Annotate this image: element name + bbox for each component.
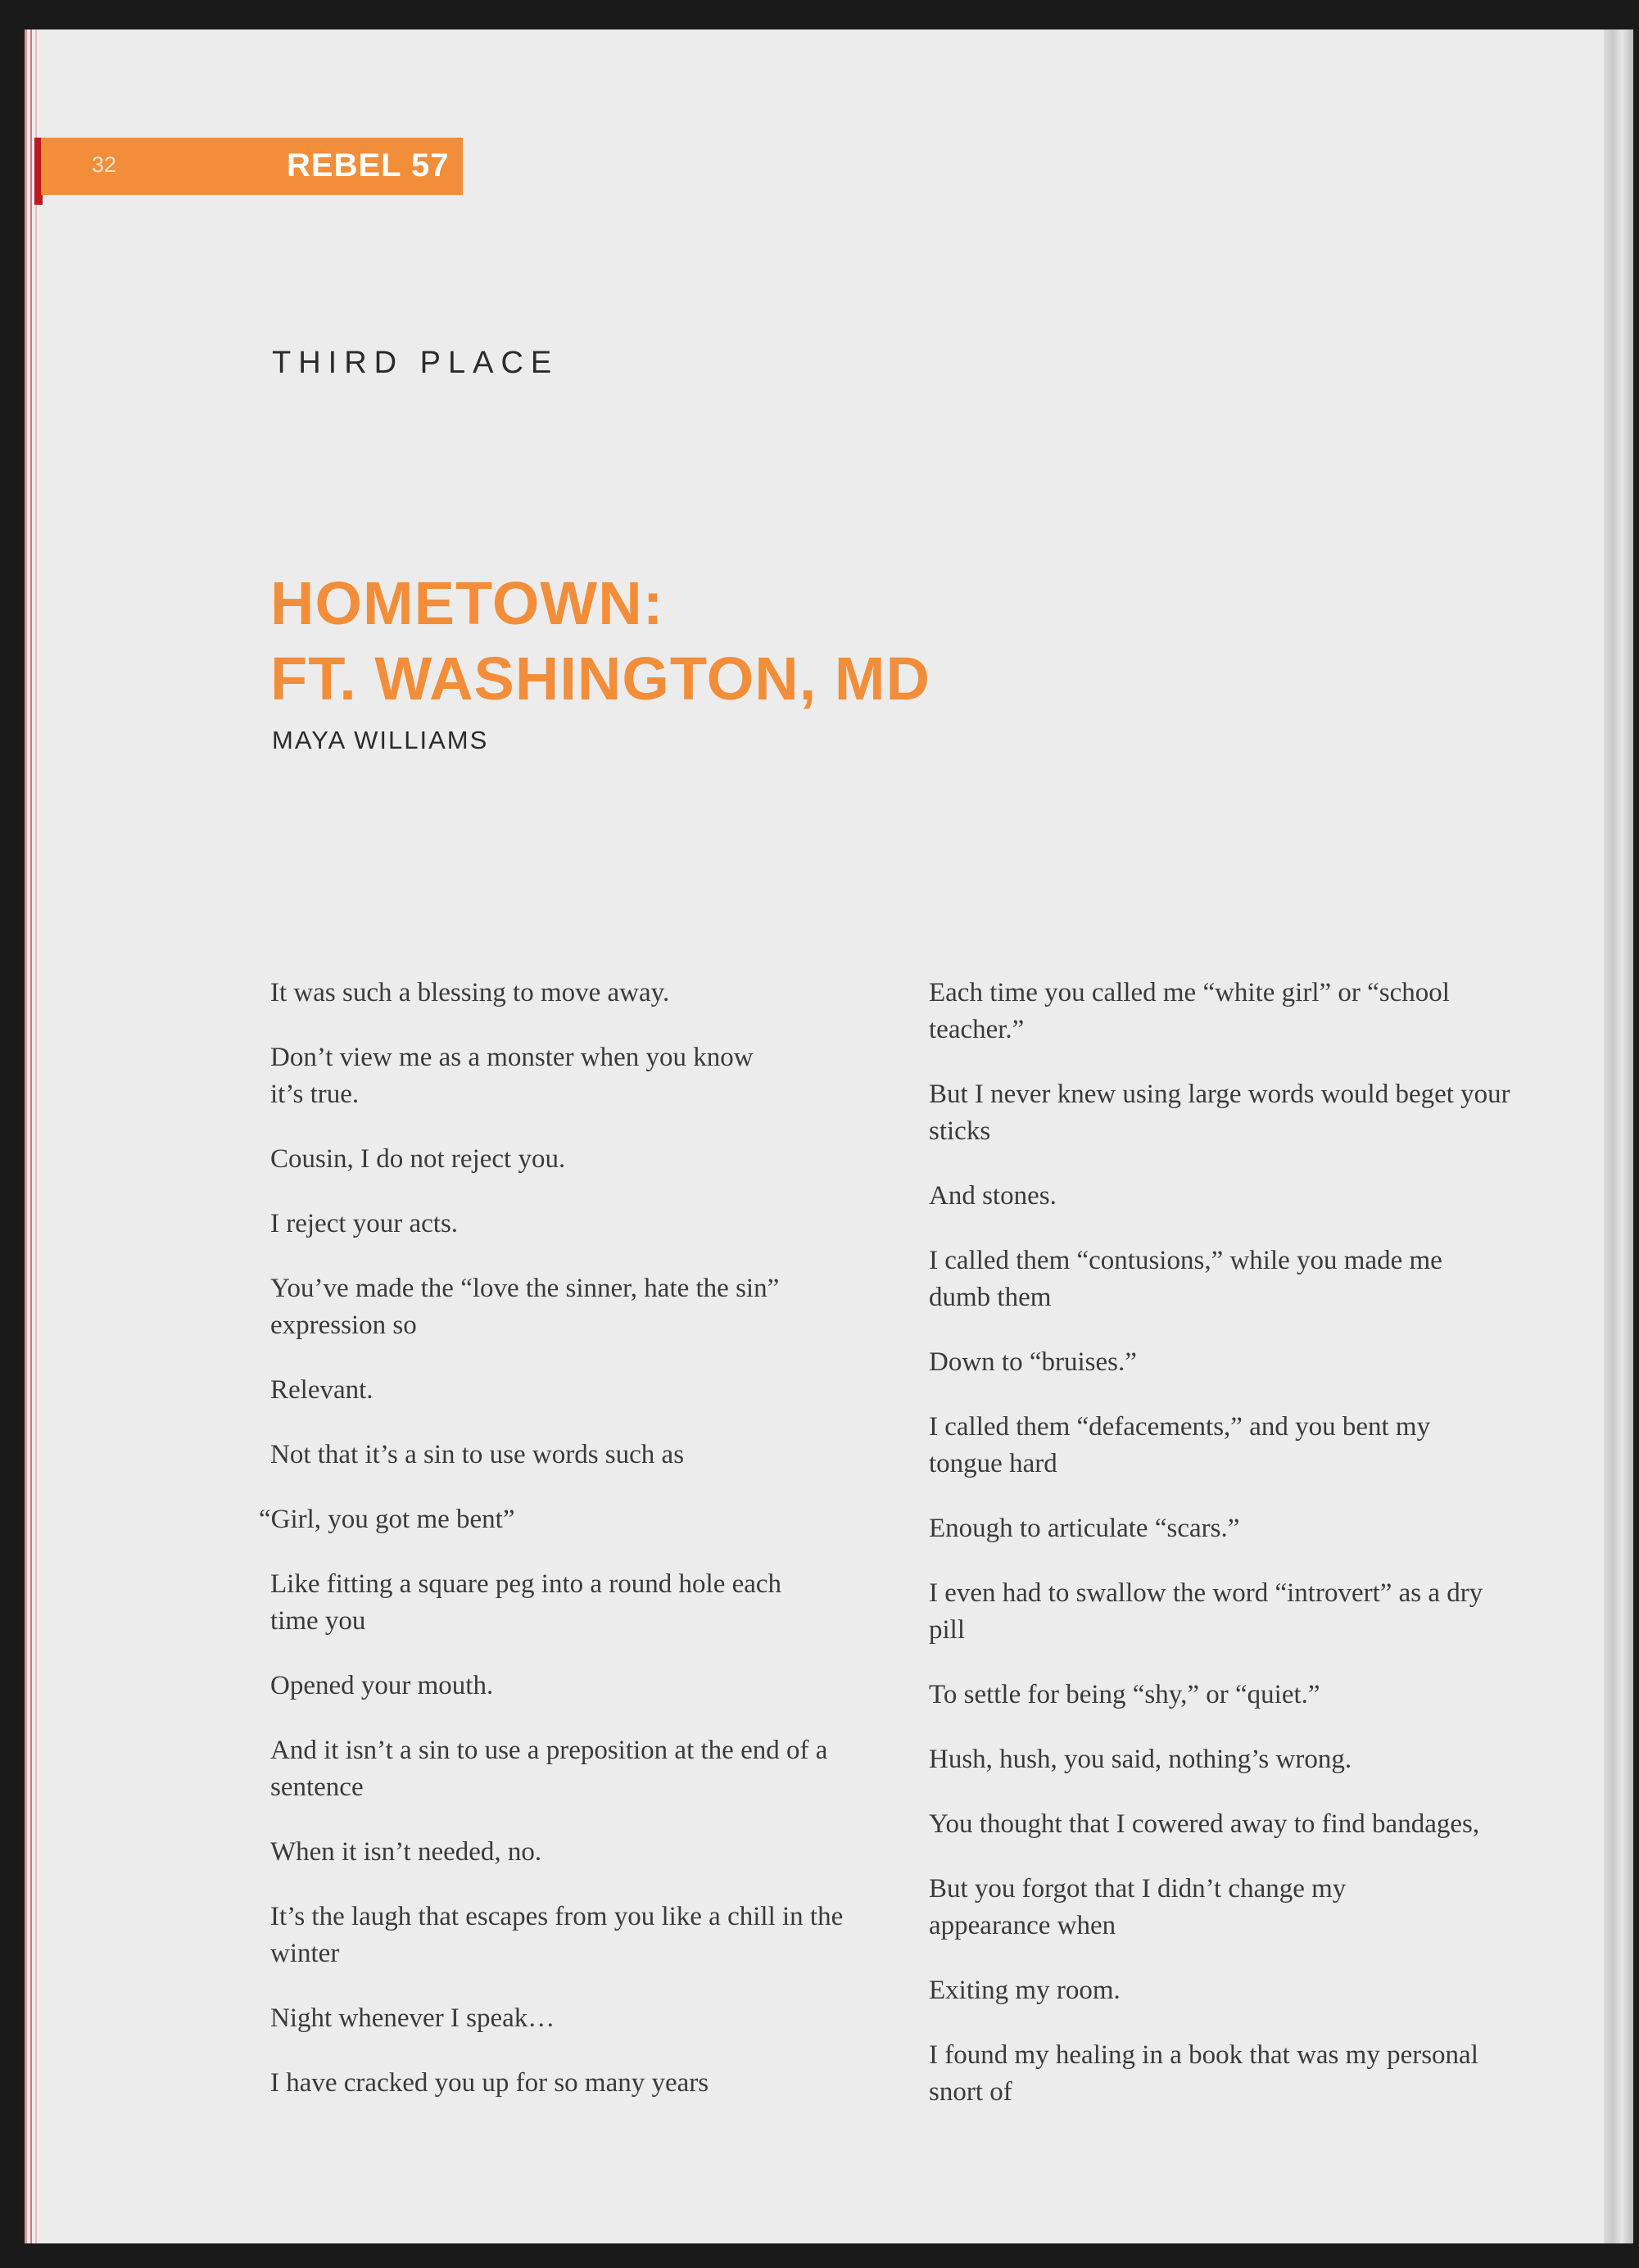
poem-line: But you forgot that I didn’t change my appearance when — [929, 1874, 1347, 1940]
poem-line: When it isn’t needed, no. — [270, 1837, 542, 1867]
poem-column-left — [259, 975, 868, 2130]
poem-title — [270, 566, 930, 717]
poem-line: To settle for being “shy,” or “quiet.” — [929, 1680, 1320, 1709]
header-bar — [41, 138, 463, 195]
poem-title-line-2: FT. WASHINGTON, MD — [270, 645, 930, 713]
poem-line: Night whenever I speak… — [270, 2003, 555, 2033]
poem-line: It was such a blessing to move away. — [270, 978, 670, 1007]
poem-line: Like fitting a square peg into a round hole each time you — [270, 1569, 782, 1636]
poem-line: I called them “defacements,” and you bent my tongue hard — [929, 1412, 1431, 1478]
poem-line: I found my healing in a book that was my personal snort of — [929, 2040, 1478, 2107]
poem-line: Cousin, I do not reject you. — [270, 1144, 566, 1174]
poem-line: Not that it’s a sin to use words such as — [270, 1440, 685, 1469]
poem-title-line-1: HOMETOWN: — [270, 569, 664, 637]
poem-line: I called them “contusions,” while you made me dumb them — [929, 1246, 1442, 1312]
poem-line: And it isn’t a sin to use a preposition at the end of a sentence — [270, 1736, 828, 1802]
poem-line: Each time you called me “white girl” or “school teacher.” — [929, 978, 1450, 1044]
poem-line: But I never knew using large words would beget your sticks — [929, 1080, 1510, 1146]
poem-line: I even had to swallow the word “introvert” as a dry pill — [929, 1578, 1483, 1645]
poem-line: Down to “bruises.” — [929, 1347, 1137, 1377]
poem-line: It’s the laugh that escapes from you like a chill in the winter — [270, 1902, 844, 1968]
page-spine — [25, 29, 41, 2243]
poem-line: Hush, hush, you said, nothing’s wrong. — [929, 1745, 1352, 1774]
poem-line: Enough to articulate “scars.” — [929, 1514, 1240, 1543]
poem-line: I reject your acts. — [270, 1209, 459, 1238]
poem-line: I have cracked you up for so many years — [270, 2068, 709, 2098]
page-edge — [1604, 29, 1633, 2243]
author-name: MAYA WILLIAMS — [272, 726, 489, 754]
poem-line: Relevant. — [270, 1375, 374, 1405]
poem-line: You’ve made the “love the sinner, hate the sin” expression so — [270, 1274, 780, 1340]
magazine-page — [25, 29, 1610, 2243]
poem-line: You thought that I cowered away to find bandages, — [929, 1809, 1480, 1839]
poem-line: Opened your mouth. — [270, 1671, 494, 1700]
poem-column-right — [929, 975, 1551, 2139]
poem-line: Exiting my room. — [929, 1976, 1121, 2005]
section-label: THIRD PLACE — [272, 346, 559, 380]
poem-line: “Girl, you got me bent” — [259, 1505, 515, 1534]
page-number: 32 — [92, 152, 117, 177]
poem-line: Don’t view me as a monster when you know it’s true. — [270, 1043, 754, 1109]
magazine-title: REBEL 57 — [287, 147, 450, 183]
poem-line: And stones. — [929, 1181, 1057, 1211]
